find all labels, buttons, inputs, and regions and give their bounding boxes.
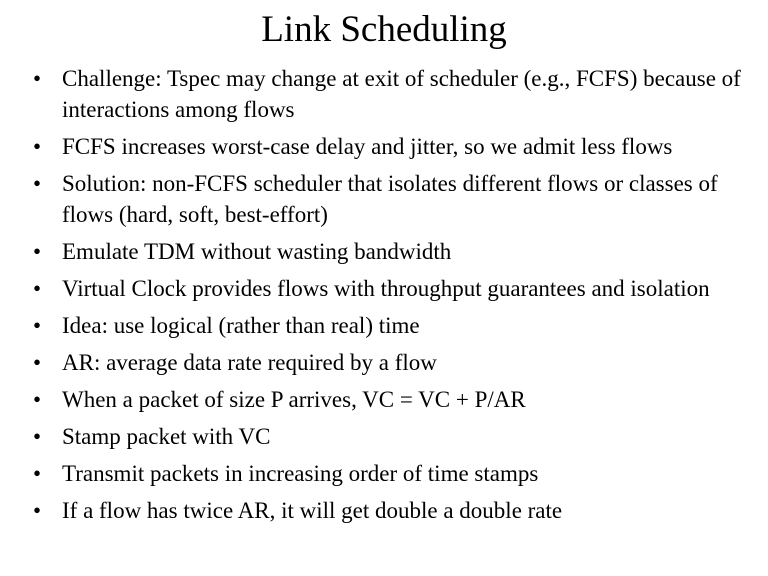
bullet-icon: • <box>32 350 42 375</box>
bullet-icon: • <box>32 313 42 338</box>
bullet-text: When a packet of size P arrives, VC = VC + P/AR <box>62 387 526 412</box>
bullet-icon: • <box>32 171 42 196</box>
bullet-text: Transmit packets in increasing order of time stamps <box>62 461 539 486</box>
bullet-text: Emulate TDM without wasting bandwidth <box>62 239 452 264</box>
bullet-text: Challenge: Tspec may change at exit of scheduler (e.g., FCFS) because of interactions among flows <box>62 66 741 122</box>
bullet-text: AR: average data rate required by a flow <box>62 350 437 375</box>
bullet-item <box>30 63 760 125</box>
bullet-item <box>30 347 760 378</box>
bullet-icon: • <box>32 387 42 412</box>
bullet-text: Idea: use logical (rather than real) time <box>62 313 420 338</box>
bullet-item <box>30 421 760 452</box>
bullet-item <box>30 495 760 526</box>
bullet-item <box>30 458 760 489</box>
bullet-icon: • <box>32 134 42 159</box>
bullet-icon: • <box>32 461 42 486</box>
bullet-item <box>30 236 760 267</box>
bullet-item <box>30 384 760 415</box>
bullet-text: FCFS increases worst-case delay and jitter, so we admit less flows <box>62 134 673 159</box>
bullet-text: Stamp packet with VC <box>62 424 271 449</box>
bullet-list <box>30 63 760 532</box>
bullet-text: Solution: non-FCFS scheduler that isolates different flows or classes of flows (hard, soft, best-effort) <box>62 171 718 227</box>
bullet-text: If a flow has twice AR, it will get double a double rate <box>62 498 563 523</box>
bullet-icon: • <box>32 424 42 449</box>
bullet-item <box>30 310 760 341</box>
bullet-icon: • <box>32 239 42 264</box>
bullet-item <box>30 131 760 162</box>
bullet-icon: • <box>32 66 42 91</box>
bullet-icon: • <box>32 276 42 301</box>
bullet-item <box>30 168 760 230</box>
bullet-item <box>30 273 760 304</box>
bullet-icon: • <box>32 498 42 523</box>
slide-title: Link Scheduling <box>261 9 507 50</box>
bullet-text: Virtual Clock provides flows with throughput guarantees and isolation <box>62 276 710 301</box>
